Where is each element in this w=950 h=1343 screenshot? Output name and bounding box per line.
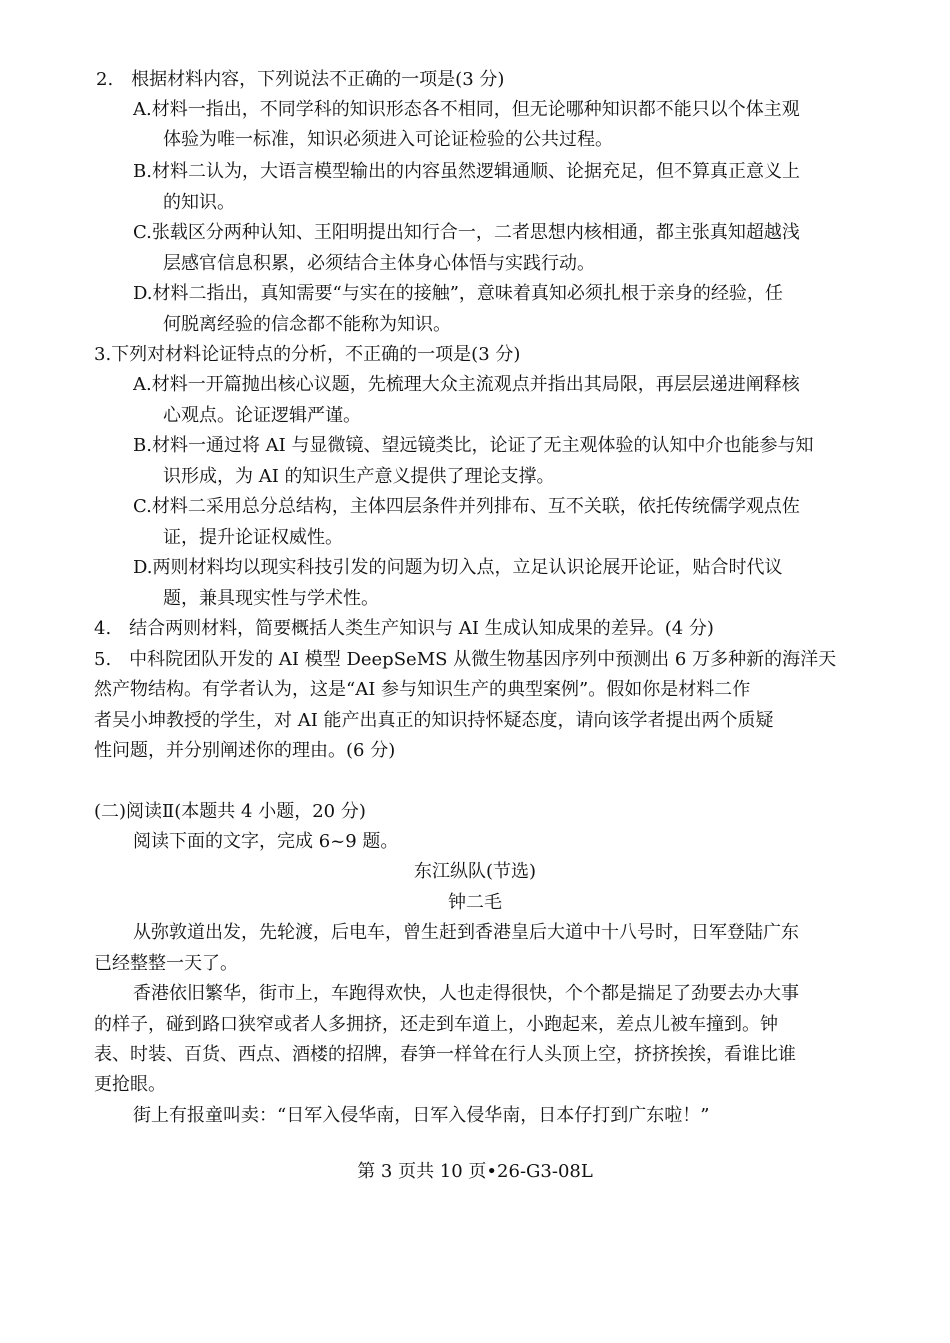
question-2-option-c-cont: 层感官信息积累，必须结合主体身心体悟与实践行动。 [163,253,595,274]
paragraph-line: 更抢眼。 [94,1074,166,1095]
question-2-option-d-cont: 何脱离经验的信念都不能称为知识。 [163,314,451,335]
question-3-option-b-cont: 识形成，为 AI 的知识生产意义提供了理论支撑。 [163,466,555,487]
question-5-line: 5. 中科院团队开发的 AI 模型 DeepSeMS 从微生物基因序列中预测出 6 万多种新的海洋天 [94,649,837,670]
question-5-line: 然产物结构。有学者认为，这是“AI 参与知识生产的典型案例”。假如你是材料二作 [94,679,751,700]
question-3-option-d: D.两则材料均以现实科技引发的问题为切入点，立足认识论展开论证，贴合时代议 [133,557,783,578]
question-3-option-b: B.材料一通过将 AI 与显微镜、望远镜类比，论证了无主观体验的认知中介也能参与知 [133,435,814,456]
section-heading: (二)阅读Ⅱ(本题共 4 小题，20 分) [94,801,366,822]
question-4: 4. 结合两则材料，简要概括人类生产知识与 AI 生成认知成果的差异。(4 分) [94,618,714,639]
story-author: 钟二毛 [448,892,502,913]
question-2-stem: 2. 根据材料内容，下列说法不正确的一项是(3 分) [96,69,505,90]
question-3-option-a-cont: 心观点。论证逻辑严谨。 [163,405,361,426]
paragraph-line: 已经整整一天了。 [94,953,238,974]
paragraph-line: 香港依旧繁华，街市上，车跑得欢快，人也走得很快，个个都是揣足了劲要去办大事 [133,983,799,1004]
paragraph-line: 从弥敦道出发，先轮渡，后电车，曾生赶到香港皇后大道中十八号时，日军登陆广东 [133,922,799,943]
question-5-line: 性问题，并分别阐述你的理由。(6 分) [94,740,396,761]
question-3-stem: 3.下列对材料论证特点的分析，不正确的一项是(3 分) [94,344,521,365]
question-2-option-b-cont: 的知识。 [163,192,235,213]
paragraph-line: 表、时装、百货、西点、酒楼的招牌，春笋一样耸在行人头顶上空，挤挤挨挨，看谁比谁 [94,1044,796,1065]
question-3-option-a: A.材料一开篇抛出核心议题，先梳理大众主流观点并指出其局限，再层层递进阐释核 [133,374,800,395]
question-2-option-d: D.材料二指出，真知需要“与实在的接触”，意味着真知必须扎根于亲身的经验，任 [133,283,783,304]
question-3-option-c: C.材料二采用总分总结构，主体四层条件并列排布、互不关联，依托传统儒学观点佐 [133,496,800,517]
question-2-option-a-cont: 体验为唯一标准，知识必须进入可论证检验的公共过程。 [163,129,613,150]
page-footer: 第 3 页共 10 页•26-G3-08L [357,1161,593,1182]
question-2-option-b: B.材料二认为，大语言模型输出的内容虽然逻辑通顺、论据充足，但不算真正意义上 [133,161,800,182]
section-instruction: 阅读下面的文字，完成 6~9 题。 [133,831,399,852]
question-3-option-c-cont: 证，提升论证权威性。 [163,527,343,548]
question-5-line: 者吴小坤教授的学生，对 AI 能产出真正的知识持怀疑态度，请向该学者提出两个质疑 [94,710,774,731]
question-2-option-a: A.材料一指出，不同学科的知识形态各不相同，但无论哪种知识都不能只以个体主观 [133,99,800,120]
question-3-option-d-cont: 题，兼具现实性与学术性。 [163,588,379,609]
paragraph-line: 街上有报童叫卖：“日军入侵华南，日军入侵华南，日本仔打到广东啦！” [133,1105,710,1126]
paragraph-line: 的样子，碰到路口狭窄或者人多拥挤，还走到车道上，小跑起来，差点儿被车撞到。钟 [94,1014,778,1035]
story-title: 东江纵队(节选) [413,861,537,882]
question-2-option-c: C.张载区分两种认知、王阳明提出知行合一，二者思想内核相通，都主张真知超越浅 [133,222,800,243]
